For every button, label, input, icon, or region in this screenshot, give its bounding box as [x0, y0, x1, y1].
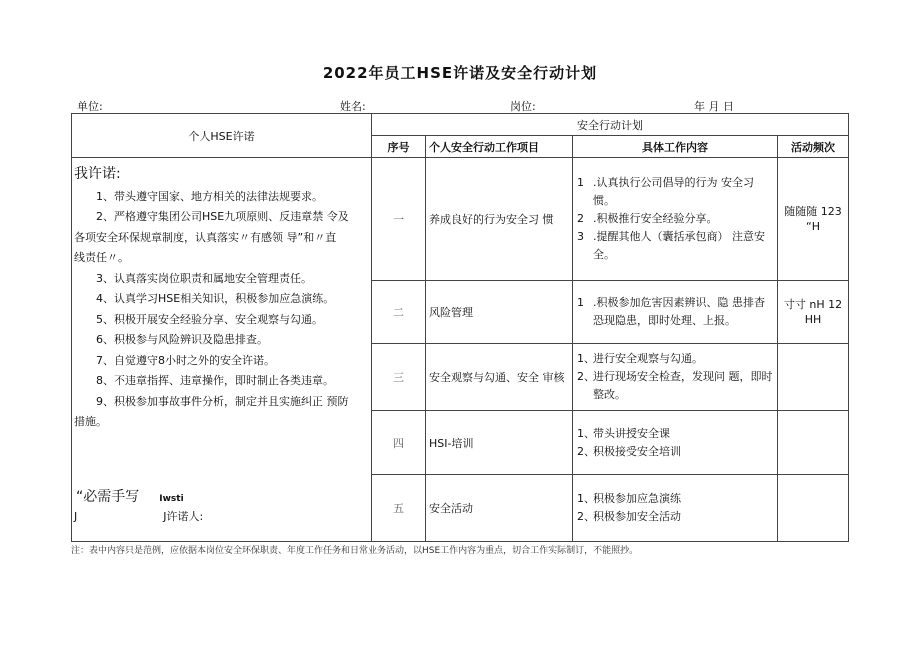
- col-content: 具体工作内容: [573, 136, 778, 158]
- action-plan-header: 安全行动计划: [372, 114, 849, 136]
- col-freq: 活动频次: [778, 136, 849, 158]
- row-seq: 一: [372, 158, 426, 281]
- pledge-line: 2、严格遵守集团公司HSE九项原则、反违章禁 令及: [96, 210, 349, 223]
- pledge-line: 线责任〃。: [74, 251, 129, 264]
- content-item: 2、 积极接受安全培训: [577, 444, 681, 458]
- page-title: 2022年员工HSE许诺及安全行动计划: [322, 64, 598, 82]
- row-seq: 二: [372, 281, 426, 344]
- pledge-heading: 我许诺:: [74, 166, 121, 182]
- row-freq: [778, 411, 849, 475]
- pledge-cell: [72, 158, 372, 542]
- col-seq: 序号: [372, 136, 426, 158]
- row-item: 风险管理: [426, 281, 573, 344]
- pledge-line: 5、积极开展安全经验分享、安全观察与勾通。: [96, 312, 323, 326]
- hse-plan-table: [71, 113, 849, 542]
- row-seq: 五: [372, 475, 426, 542]
- content-item: 2 .积极推行安全经验分享。: [577, 212, 718, 225]
- row-item: HSI-培训: [426, 411, 573, 475]
- row-seq: 三: [372, 344, 426, 411]
- pledge-line: 措施。: [74, 415, 107, 428]
- pledge-line: 6、积极参与风险辨识及隐患排查。: [96, 333, 268, 346]
- signer-line: J J许诺人:: [74, 510, 204, 523]
- row-item: 安全活动: [426, 475, 573, 542]
- row-content: [573, 475, 778, 542]
- row-item: 安全观察与勾通、安全 审核: [426, 344, 573, 411]
- row-freq: [778, 344, 849, 411]
- content-item: 3 .提醒其他人（囊括承包商） 注意安全。: [577, 230, 765, 261]
- content-item: 1、 积极参加应急演练: [577, 492, 681, 505]
- pledge-line: 3、认真落实岗位职责和属地安全管理责任。: [96, 271, 312, 285]
- pledge-line: 8、不违章指挥、违章操作，即时制止各类违章。: [96, 374, 334, 387]
- row-content: [573, 281, 778, 344]
- content-item: 1、 带头讲授安全课: [577, 426, 670, 440]
- pledge-line: 7、自觉遵守8小时之外的安全许诺。: [96, 353, 275, 367]
- pledge-line: 各项安全环保规章制度，认真落实〃有感领 导”和〃直: [74, 230, 337, 244]
- content-item: 1、 进行安全观察与勾通。: [577, 352, 703, 365]
- content-item: 2、 进行现场安全检查，发现问 题，即时整改。: [577, 370, 773, 401]
- pledge-line: 4、认真学习HSE相关知识，积极参加应急演练。: [96, 292, 335, 305]
- row-content: [573, 344, 778, 411]
- row-freq: 随随随 123 “H: [778, 158, 849, 281]
- row-item: 养成良好的行为安全习 惯: [426, 158, 573, 281]
- row-content: [573, 158, 778, 281]
- content-item: 1 .积极参加危害因素辨识、隐 患排杳恐现隐患，即时处理、上报。: [577, 296, 765, 327]
- content-item: 1 .认真执行公司倡导的行为 安全习惯。: [577, 176, 754, 207]
- pledge-line: 1、带头遵守国家、地方相关的法律法规要求。: [96, 189, 323, 203]
- name-label: 姓名:: [340, 100, 366, 113]
- col-item: 个人安全行动工作项目: [426, 136, 573, 158]
- date-label: 年 月 日: [694, 100, 734, 113]
- row-freq: 寸寸 nH 12 HH: [778, 281, 849, 344]
- pledge-line: 9、积极参加事故事件分析，制定并且实施纠正 预防: [96, 394, 349, 408]
- unit-label: 单位:: [77, 100, 103, 113]
- content-item: 2、 积极参加安全活动: [577, 510, 681, 523]
- row-content: [573, 411, 778, 475]
- post-label: 岗位:: [510, 100, 536, 113]
- row-freq: [778, 475, 849, 542]
- footnote: 注：表中内容只是范例，应依据本岗位安全环保职责、年度工作任务和日常业务活动，以HSE工作内容为重点，切合工作实际制订，不能照抄。: [71, 546, 639, 556]
- personal-hse-pledge-header: 个人HSE许诺: [72, 114, 372, 158]
- handwrite-note: “必需手写 Iwsti: [76, 489, 184, 505]
- row-seq: 四: [372, 411, 426, 475]
